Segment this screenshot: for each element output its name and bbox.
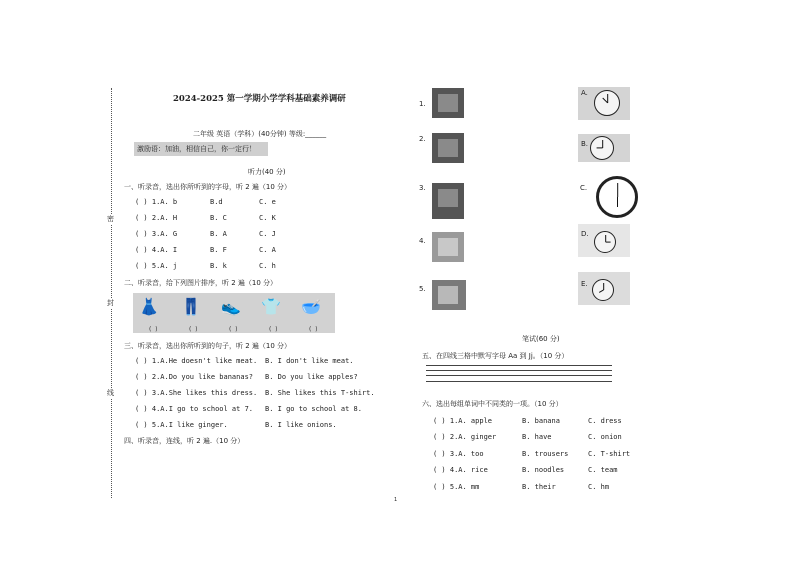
q6-row-5-c: C. hm [588,483,610,491]
q1-row-1-b: B.d [210,198,223,206]
clock-b-icon [590,136,614,160]
q3-row-1-a: ( ) 1.A.He doesn't like meat. [135,357,258,365]
photo-5 [432,280,466,310]
q4-left-label-1: 1. [419,100,426,108]
four-line-grid-line-4 [426,381,612,382]
q1-title: 一、听录音，选出你所听到的字母，听 2 遍（10 分） [124,183,292,191]
photo-2 [432,133,464,163]
q6-row-2-c: C. onion [588,433,622,441]
q6-row-4-b: B. noodles [522,466,565,474]
q6-row-2-b: B. have [522,433,552,441]
q1-row-3-a: ( ) 3.A. G [135,230,178,238]
q1-row-2-a: ( ) 2.A. H [135,214,178,222]
q2-title: 二、听录音，给下列图片排序，听 2 遍（10 分） [124,279,278,287]
q1-row-2-c: C. K [259,214,276,222]
binding-char-feng: 封 [107,299,114,307]
dress-icon: 👗 [139,297,159,316]
four-line-grid-line-2 [426,370,612,371]
clock-c-icon [596,176,638,218]
q1-row-5-a: ( ) 5.A. j [135,262,178,270]
q4-right-label-d: D. [581,230,589,238]
binding-char-mi: 密 [107,215,114,223]
binding-char-xian: 线 [107,389,114,397]
q4-left-label-3: 3. [419,184,426,192]
clock-box-d [578,224,630,257]
q3-row-2-b: B. Do you like apples? [265,373,358,381]
q3-row-5-a: ( ) 5.A.I like ginger. [135,421,228,429]
q2-paren-5: ( ) [309,326,318,333]
q6-row-2-a: ( ) 2.A. ginger [433,433,497,441]
q6-row-5-a: ( ) 5.A. mm [433,483,480,491]
q3-row-4-a: ( ) 4.A.I go to school at 7. [135,405,254,413]
q4-right-label-e: E. [581,280,588,288]
four-line-grid-line-3 [426,375,612,376]
exam-title: 2024-2025 第一学期小学学科基础素养调研 [173,94,346,104]
encouragement-banner: 激励语：加油，相信自己，你一定行！ [134,142,268,156]
q1-row-2-b: B. C [210,214,227,222]
q4-right-label-c: C. [580,184,588,192]
q2-picture-strip [133,293,335,333]
q1-row-5-b: B. k [210,262,227,270]
clock-a-icon [594,90,620,116]
q4-left-label-5: 5. [419,285,426,293]
clock-box-e [578,272,630,305]
q2-paren-3: ( ) [229,326,238,333]
q6-row-3-b: B. trousers [522,450,569,458]
q3-row-3-a: ( ) 3.A.She likes this dress. [135,389,258,397]
writing-heading: 笔试(60 分) [522,335,560,343]
listening-heading: 听力(40 分) [248,168,286,176]
clock-box-b [578,134,630,162]
q6-row-3-a: ( ) 3.A. too [433,450,484,458]
q6-row-1-c: C. dress [588,417,622,425]
tshirt-icon: 👕 [261,297,281,316]
trousers-icon: 👖 [181,297,201,316]
q1-row-1-c: C. e [259,198,276,206]
q5-title: 五、在四线三格中默写字母 Aa 到 Jj。（10 分） [422,352,569,360]
q1-row-4-b: B. F [210,246,227,254]
q1-row-4-a: ( ) 4.A. I [135,246,178,254]
bowl-icon: 🥣 [301,297,321,316]
clock-e-icon [592,279,614,301]
q6-row-5-b: B. their [522,483,556,491]
q4-left-label-2: 2. [419,135,426,143]
q4-right-label-b: B. [581,140,589,148]
q4-title: 四、听录音，连线，听 2 遍.（10 分） [124,437,245,445]
photo-3 [432,183,464,219]
q3-row-3-b: B. She likes this T-shirt. [265,389,375,397]
exam-subtitle: 二年级 英语（学科）(40分钟) 等级:______ [193,130,327,138]
q1-row-5-c: C. h [259,262,276,270]
binding-line [111,88,113,498]
q1-row-4-c: C. A [259,246,276,254]
clock-box-a [578,87,630,120]
q1-row-1-a: ( ) 1.A. b [135,198,178,206]
q6-row-4-c: C. team [588,466,618,474]
q1-row-3-c: C. J [259,230,276,238]
q1-row-3-b: B. A [210,230,227,238]
photo-1 [432,88,464,118]
clock-d-icon [594,231,616,253]
q6-title: 六、选出每组单词中不同类的一项。（10 分） [422,400,563,408]
page-number: 1 [394,497,398,503]
q3-row-5-b: B. I like onions. [265,421,337,429]
q2-paren-1: ( ) [149,326,158,333]
q3-row-1-b: B. I don't like meat. [265,357,354,365]
q4-left-label-4: 4. [419,237,426,245]
q3-title: 三、听录音，选出你所听到的句子，听 2 遍（10 分） [124,342,292,350]
q4-right-label-a: A. [581,89,588,97]
shoes-icon: 👟 [221,297,241,316]
q6-row-3-c: C. T-shirt [588,450,631,458]
photo-4 [432,232,464,262]
q2-paren-2: ( ) [189,326,198,333]
q6-row-1-b: B. banana [522,417,560,425]
q2-paren-4: ( ) [269,326,278,333]
four-line-grid-line-1 [426,365,612,366]
q6-row-4-a: ( ) 4.A. rice [433,466,488,474]
q3-row-4-b: B. I go to school at 8. [265,405,362,413]
q6-row-1-a: ( ) 1.A. apple [433,417,493,425]
q3-row-2-a: ( ) 2.A.Do you like bananas? [135,373,254,381]
